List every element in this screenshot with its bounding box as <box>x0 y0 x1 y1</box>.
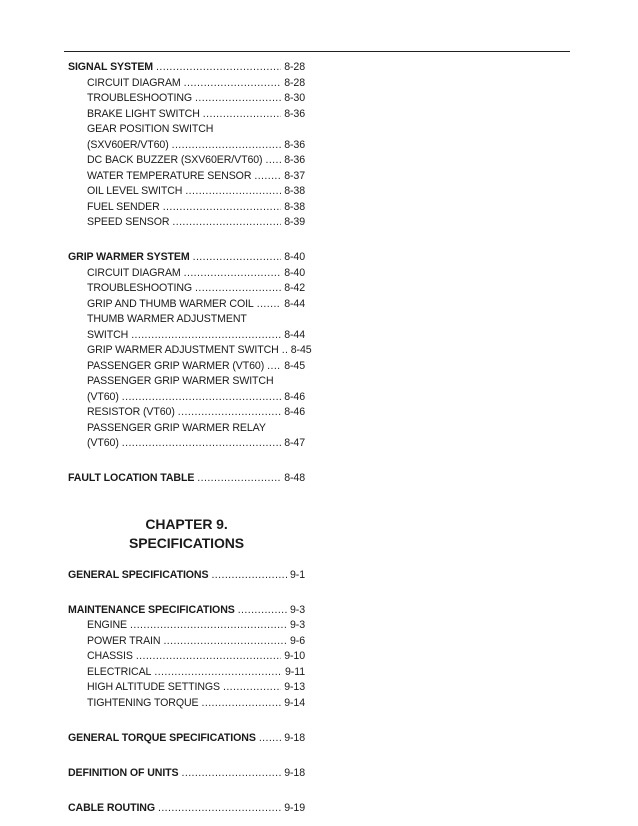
dot-leader <box>130 618 287 634</box>
toc-entry[interactable] <box>68 328 305 344</box>
toc-entry[interactable] <box>68 91 305 107</box>
dot-leader <box>156 60 281 76</box>
section-title: FAULT LOCATION TABLE <box>68 472 195 484</box>
dot-leader <box>197 471 281 487</box>
section-gap <box>68 452 305 472</box>
entry-label: GRIP AND THUMB WARMER COIL <box>87 297 254 310</box>
toc-section <box>68 801 305 817</box>
toc-entry[interactable] <box>68 297 305 313</box>
page-number: 9-3 <box>289 603 305 616</box>
page-number: 9-1 <box>289 568 305 581</box>
page-number: 8-28 <box>284 61 305 73</box>
dot-leader <box>185 184 281 200</box>
toc-section-title-row[interactable] <box>68 250 305 266</box>
toc-entry[interactable] <box>68 618 305 634</box>
toc-section <box>68 60 305 231</box>
page-number: 8-38 <box>284 200 305 213</box>
toc-section <box>68 766 305 782</box>
entry-label: PASSENGER GRIP WARMER RELAY <box>87 421 266 434</box>
dot-leader <box>282 343 288 359</box>
chapter9-number: CHAPTER 9. <box>145 515 228 532</box>
page-number: 8-36 <box>284 138 305 151</box>
page-number: 9-10 <box>284 650 305 662</box>
toc-entry[interactable] <box>68 200 305 216</box>
page-number: 8-36 <box>284 107 305 120</box>
entry-label: ENGINE <box>87 619 128 631</box>
dot-leader <box>195 281 281 297</box>
toc-section-title-row[interactable] <box>68 471 305 487</box>
page-number: 9-19 <box>284 801 305 814</box>
section-title: GRIP WARMER SYSTEM <box>68 251 190 263</box>
page-number: 8-44 <box>284 328 305 341</box>
entry-label: TROUBLESHOOTING <box>87 282 193 294</box>
toc-entry[interactable] <box>68 281 305 297</box>
page-number: 8-48 <box>284 472 305 484</box>
toc-section-title-row[interactable] <box>68 801 305 817</box>
dot-leader <box>195 91 281 107</box>
page-number: 8-40 <box>284 251 305 263</box>
dot-leader <box>182 766 282 782</box>
toc-section-title-row[interactable] <box>68 603 305 619</box>
page-number: 8-39 <box>284 216 305 228</box>
page-number: 9-14 <box>284 696 305 709</box>
page-number: 8-45 <box>290 344 312 356</box>
toc-entry[interactable] <box>68 153 305 169</box>
chapter9-title: SPECIFICATIONS <box>128 534 245 551</box>
entry-label: CIRCUIT DIAGRAM <box>87 76 181 89</box>
dot-leader <box>259 731 281 747</box>
entry-label: ELECTRICAL <box>87 665 152 678</box>
page-number: 8-46 <box>284 390 305 403</box>
chapter9-heading <box>68 515 305 553</box>
toc-entry[interactable] <box>68 343 312 359</box>
page-number: 8-28 <box>284 76 305 89</box>
toc-entry[interactable] <box>68 649 305 665</box>
dot-leader <box>184 266 282 282</box>
dot-leader <box>163 634 287 650</box>
entry-label: TIGHTENING TORQUE <box>87 696 199 709</box>
toc-section-title-row[interactable] <box>68 766 305 782</box>
toc-entry[interactable] <box>68 374 305 390</box>
dot-leader <box>238 603 287 619</box>
entry-label: GEAR POSITION SWITCH <box>87 123 214 135</box>
page-number: 9-18 <box>284 766 305 779</box>
dot-leader <box>223 680 281 696</box>
page-number: 8-36 <box>284 154 305 166</box>
toc-section <box>68 731 305 747</box>
dot-leader <box>184 76 282 92</box>
toc-entry[interactable] <box>68 421 305 437</box>
toc-section <box>68 568 305 584</box>
entry-label: PASSENGER GRIP WARMER (VT60) <box>87 359 265 372</box>
dot-leader <box>154 665 282 681</box>
page-number: 9-3 <box>289 619 305 631</box>
section-title: CABLE ROUTING <box>68 801 155 814</box>
section-title: MAINTENANCE SPECIFICATIONS <box>68 603 235 616</box>
entry-label: POWER TRAIN <box>87 634 161 647</box>
chapter8-contents <box>68 60 312 487</box>
toc-section-title-row[interactable] <box>68 60 305 76</box>
toc-entry[interactable] <box>68 436 305 452</box>
page-number: 8-42 <box>284 282 305 294</box>
toc-section <box>68 471 305 487</box>
toc-entry[interactable] <box>68 184 305 200</box>
page-number: 8-40 <box>284 266 305 279</box>
table-of-contents <box>68 60 312 816</box>
entry-label: CIRCUIT DIAGRAM <box>87 266 181 279</box>
page-number: 9-18 <box>284 731 305 744</box>
entry-label: WATER TEMPERATURE SENSOR <box>87 169 252 182</box>
toc-entry[interactable] <box>68 634 305 650</box>
dot-leader <box>158 801 281 817</box>
section-gap <box>68 711 305 731</box>
entry-label: (VT60) <box>87 437 119 449</box>
entry-label: TROUBLESHOOTING <box>87 92 193 104</box>
entry-label: THUMB WARMER ADJUSTMENT <box>87 313 247 325</box>
toc-entry[interactable] <box>68 359 305 375</box>
toc-entry[interactable] <box>68 696 305 712</box>
page-number: 8-45 <box>284 359 305 372</box>
page-number: 8-47 <box>284 437 305 449</box>
section-gap <box>68 781 305 801</box>
toc-entry[interactable] <box>68 405 305 421</box>
entry-label: (VT60) <box>87 390 119 403</box>
dot-leader <box>267 359 281 375</box>
entry-label: FUEL SENDER <box>87 200 160 213</box>
entry-label: SPEED SENSOR <box>87 216 170 228</box>
dot-leader <box>172 138 282 154</box>
chapter9-contents <box>68 568 305 817</box>
toc-entry[interactable] <box>68 680 305 696</box>
section-title: SIGNAL SYSTEM <box>68 61 154 73</box>
toc-section <box>68 250 312 452</box>
toc-entry[interactable] <box>68 266 305 282</box>
dot-leader <box>131 328 281 344</box>
toc-entry[interactable] <box>68 312 305 328</box>
dot-leader <box>122 390 281 406</box>
toc-entry[interactable] <box>68 138 305 154</box>
entry-label: CHASSIS <box>87 650 133 662</box>
page-number: 8-37 <box>284 169 305 182</box>
toc-entry[interactable] <box>68 76 305 92</box>
section-title: DEFINITION OF UNITS <box>68 766 179 779</box>
section-title: GENERAL SPECIFICATIONS <box>68 568 209 581</box>
dot-leader <box>202 696 282 712</box>
page-number: 8-44 <box>284 297 305 310</box>
section-gap <box>68 583 305 603</box>
dot-leader <box>122 436 281 452</box>
toc-section-title-row[interactable] <box>68 568 305 584</box>
toc-section-title-row[interactable] <box>68 731 305 747</box>
entry-label: SWITCH <box>87 328 129 341</box>
section-gap <box>68 746 305 766</box>
page-number: 8-30 <box>284 92 305 104</box>
entry-label: HIGH ALTITUDE SETTINGS <box>87 681 220 693</box>
entry-label: OIL LEVEL SWITCH <box>87 185 183 197</box>
page-number: 8-38 <box>284 185 305 197</box>
dot-leader <box>211 568 287 584</box>
dot-leader <box>178 405 281 421</box>
entry-label: PASSENGER GRIP WARMER SWITCH <box>87 375 274 387</box>
section-title: GENERAL TORQUE SPECIFICATIONS <box>68 731 256 744</box>
toc-section <box>68 603 305 712</box>
dot-leader <box>265 153 281 169</box>
dot-leader <box>257 297 281 313</box>
entry-label: GRIP WARMER ADJUSTMENT SWITCH <box>87 344 279 356</box>
entry-label: (SXV60ER/VT60) <box>87 138 169 151</box>
toc-entry[interactable] <box>68 169 305 185</box>
dot-leader <box>254 169 281 185</box>
dot-leader <box>136 649 281 665</box>
toc-entry[interactable] <box>68 665 305 681</box>
page-number: 9-13 <box>284 681 305 693</box>
top-rule <box>64 51 570 52</box>
entry-label: RESISTOR (VT60) <box>87 406 175 418</box>
toc-entry[interactable] <box>68 390 305 406</box>
dot-leader <box>203 107 281 123</box>
toc-entry[interactable] <box>68 122 305 138</box>
section-gap <box>68 231 305 251</box>
dot-leader <box>172 215 281 231</box>
dot-leader <box>163 200 282 216</box>
toc-entry[interactable] <box>68 107 305 123</box>
entry-label: BRAKE LIGHT SWITCH <box>87 107 200 120</box>
entry-label: DC BACK BUZZER (SXV60ER/VT60) <box>87 154 263 166</box>
page-number: 9-11 <box>284 665 305 678</box>
page-number: 8-46 <box>284 406 305 418</box>
toc-entry[interactable] <box>68 215 305 231</box>
dot-leader <box>193 250 282 266</box>
page-number: 9-6 <box>289 634 305 647</box>
